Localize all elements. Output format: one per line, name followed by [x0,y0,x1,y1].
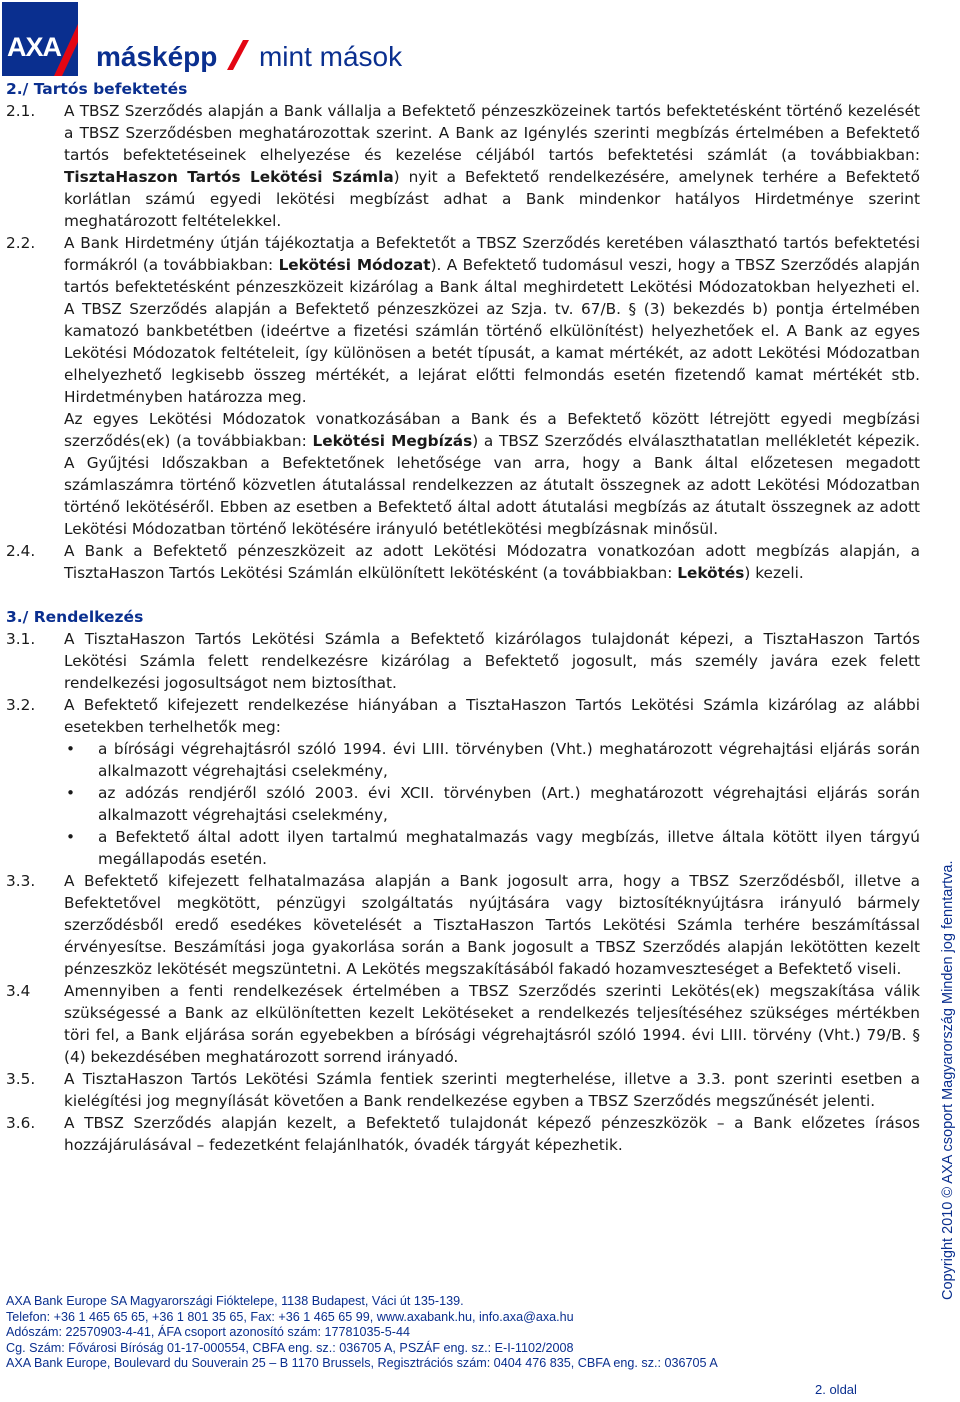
clause-text: A TBSZ Szerződés alapján kezelt, a Befektető tulajdonát képező pénzeszközök – a Bank előzetes írásos hozzájárulásával – fedezetként felajánlhatók, óvadék tárgyát képezhetik. [64,1114,920,1154]
axa-logo-text: AXA [7,32,62,62]
clause-intro: A Befektető kifejezett rendelkezése hiányában a TisztaHaszon Tartós Lekötési Számla kizárólag az alábbi esetekben terhelhetők meg: [64,696,920,736]
page-header [0,0,960,78]
clause-number: 3.3. [6,872,36,890]
clause-text: A TisztaHaszon Tartós Lekötési Számla a Befektető kizárólagos tulajdonát képezi, a TisztaHaszon Tartós Lekötési Számla felett rendelkezésre kizárólag a Befektető jogosult, más személy javára ezek felett rendelkezési jogosultságot nem biztosíthat. [64,630,920,692]
slogan-bold: másképp [96,41,218,72]
list-item-text: a bírósági végrehajtásról szóló 1994. évi LIII. törvényben (Vht.) meghatározott végrehajtási eljárás során alkalmazott végrehajtási cselekmény, [98,740,920,780]
slogan-slash-icon [227,40,249,70]
slogan-rest: mint mások [258,41,403,72]
clause-3-2 [6,694,920,870]
section-title-2: 2./ Tartós befektetés [6,80,188,98]
axa-logo [2,2,78,76]
list-item [64,826,920,870]
clause-3-5 [6,1068,920,1112]
clause-3-6 [6,1112,920,1156]
clause-number: 2.4. [6,542,36,560]
clause-text: Amennyiben a fenti rendelkezések értelmében a TBSZ Szerződés szerinti Lekötés(ek) megszakítása válik szükségessé a Bank az elkülönítetten kezelt Lekötéseket a rendelkezés teljesítéséhez szükséges mértékben töri fel, a Bank eljárása során egyebekben a bírósági végrehajtásról szóló 1994. évi LIII. törvény (Vht.) 79/B. § (4) bekezdésében meghatározott sorrend irányadó. [64,982,920,1066]
footer-line: Telefon: +36 1 465 65 65, +36 1 801 35 65, Fax: +36 1 465 65 99, www.axabank.hu, info.axa@axa.hu [6,1309,574,1324]
bullet-icon: • [66,740,76,758]
slogan [96,40,402,74]
clause-text: A Befektető kifejezett felhatalmazása alapján a Bank jogosult arra, hogy a TBSZ Szerződésből, illetve a Befektetővel megkötött, pénzügyi szolgáltatás nyújtására vagy biztosítéknyújtásra irányuló bármely szerződésből eredő esedékes követelését a TisztaHaszon Tartós Lekötési Számla terhére beszámítással érvényesítse. Beszámítási joga gyakorlása során a Bank jogosult a TBSZ Szerződés alapján lekötötten kezelt pénzeszköz lekötését megszüntetni. A Lekötés megszakításából fakadó hozamveszteséget a Befektető viseli. [64,872,920,978]
bullet-icon: • [66,828,76,846]
clause-number: 3.6. [6,1114,36,1132]
clause-number: 3.2. [6,696,36,714]
bullet-icon: • [66,784,76,802]
clause-number: 3.5. [6,1070,36,1088]
clause-3-4 [6,980,920,1068]
document-body [6,78,920,1156]
clause-2-1 [6,100,920,232]
clause-number: 3.1. [6,630,36,648]
clause-2-4 [6,540,920,584]
footer-line: Cg. Szám: Fővárosi Bíróság 01-17-000554, CBFA eng. sz.: 036705 A, PSZÁF eng. sz.: E-I-1102/2008 [6,1340,574,1355]
list-item-text: az adózás rendjéről szóló 2003. évi XCII. törvényben (Art.) meghatározott végrehajtási eljárás során alkalmazott végrehajtási cselekmény, [98,784,920,824]
copyright-notice: Copyright 2010 © AXA csoport Magyarország Minden jog fenntartva. [940,860,956,1300]
list-item-text: a Befektető által adott ilyen tartalmú meghatalmazás vagy megbízás, illetve általa kötött ilyen tárgyú megállapodás esetén. [98,828,920,868]
clause-text [64,694,920,870]
clause-number [6,408,64,540]
clause-number: 2.1. [6,102,36,120]
clause-text: A Bank Hirdetmény útján tájékoztatja a Befektetőt a TBSZ Szerződés keretében választható tartós befektetési formákról (a továbbiakban: Lekötési Módozat). A Befektető tudomásul veszi, hogy a TBSZ Szerződés alapján tartós befektetésként pénzeszközeit kizárólag a Bank által meghirdetett Lekötési Módozatokban helyezheti el. A TBSZ Szerződés alapján a Befektető pénzeszközei az Szja. tv. 67/B. § (3) bekezdés b) pontja értelmében kamatozó bankbetétben (ideértve a fizetési számlán történő elkülönítést) helyezhetőek el. A Bank az egyes Lekötési Módozatok feltételeit, így különösen a betét típusát, a kamat mértékét, az adott Lekötési Módozatban elhelyezhető legkisebb összeg mértékét, a lejárat előtti felmondás esetén fizetendő kamat mértékét stb. Hirdetményben határozza meg. [64,234,920,406]
footer-line: Adószám: 22570903-4-41, ÁFA csoport azonosító szám: 17781035-5-44 [6,1325,410,1340]
clause-text: A Bank a Befektető pénzeszközeit az adott Lekötési Módozatra vonatkozóan adott megbízás alapján, a TisztaHaszon Tartós Lekötési Számlán elkülönített lekötésként (a továbbiakban: Lekötés) kezeli. [64,542,920,582]
clause-number: 2.2. [6,234,36,252]
page-number: 2. oldal [815,1382,857,1397]
list-item [64,782,920,826]
clause-2-3 [6,408,920,540]
list-item [64,738,920,782]
clause-text: A TBSZ Szerződés alapján a Bank vállalja a Befektető pénzeszközeinek tartós befektetésként történő kezelését a TBSZ Szerződésben meghatározottak szerint. A Bank az Igénylés szerinti megbízás értelmében a Befektető tartós befektetéseinek elhelyezése és kezelése céljából tartós befektetési számlát (a továbbiakban: TisztaHaszon Tartós Lekötési Számla) nyit a Befektető rendelkezésére, amelynek terhére a Befektető korlátlan számú egyedi lekötési megbízást adhat a Bank mindenkor hatályos Hirdetménye szerint meghatározott feltételekkel. [64,102,920,230]
footer-line: AXA Bank Europe SA Magyarországi Fióktelepe, 1138 Budapest, Váci út 135-139. [6,1294,464,1308]
clause-text: A TisztaHaszon Tartós Lekötési Számla fentiek szerinti megterhelése, illetve a 3.3. pont szerinti esetben a kielégítési jog megnyílását követően a Bank rendelkezése egyben a TBSZ Szerződés megszűnését jelenti. [64,1070,920,1110]
footer-line: AXA Bank Europe, Boulevard du Souverain 25 – B 1170 Brussels, Regisztrációs szám: 0404 476 835, CBFA eng. sz.: 036705 A [6,1356,718,1371]
page-footer [6,1294,906,1372]
clause-2-2 [6,232,920,408]
section-title-3: 3./ Rendelkezés [6,608,144,626]
clause-3-1 [6,628,920,694]
clause-3-3 [6,870,920,980]
clause-text: Az egyes Lekötési Módozatok vonatkozásában a Bank és a Befektető között létrejött egyedi megbízási szerződés(ek) (a továbbiakban: Lekötési Megbízás) a TBSZ Szerződés elválaszthatatlan mellékletét képezik. A Gyűjtési Időszakban a Befektetőnek lehetősége van arra, hogy a Bank által előzetesen megadott számlaszámra történő közvetlen átutalással rendelkezzen az átutalt összegnek az adott Lekötési Módozatban történő lekötéséről. Ebben az esetben a Befektető által adott átutalási megbízás az átutalt összegnek az adott Lekötési Módozatban történő lekötésére irányuló betétlekötési megbízásnak minősül. [64,410,921,538]
clause-number: 3.4 [6,982,31,1000]
